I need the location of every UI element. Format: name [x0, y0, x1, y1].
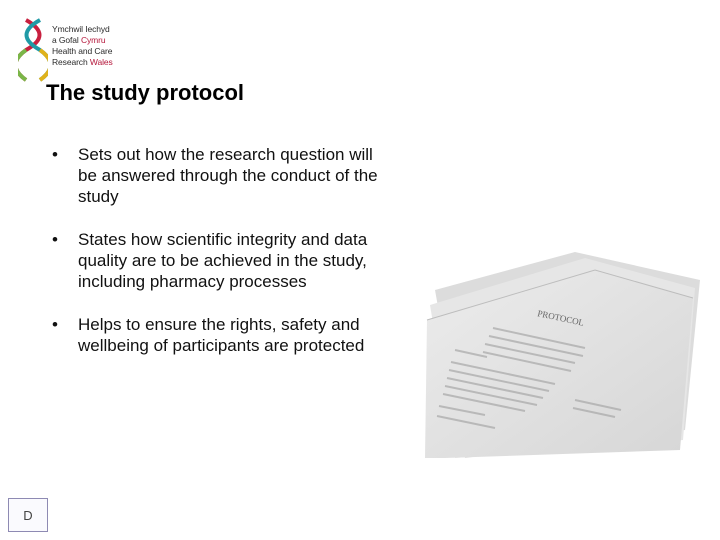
- bullet-text: States how scientific integrity and data quality are to be achieved in the study, including pharmacy processes: [78, 230, 368, 291]
- logo-line-2: a Gofal Cymru: [52, 35, 106, 45]
- hcrw-logo: [18, 18, 138, 82]
- logo-line-1: Ymchwil Iechyd: [52, 24, 110, 34]
- bullet-list: [52, 144, 392, 356]
- slide-title: The study protocol: [46, 80, 244, 105]
- bullet-text: Sets out how the research question will be answered through the conduct of the study: [78, 145, 378, 206]
- bullet-item: [52, 229, 392, 292]
- logo-line-4: Research Wales: [52, 57, 113, 67]
- bullet-item: [52, 144, 392, 207]
- protocol-heading: PROTOCOL: [536, 308, 585, 328]
- bullet-dot: •: [52, 315, 58, 334]
- dna-helix-icon: [18, 18, 48, 82]
- bullet-dot: •: [52, 145, 58, 164]
- slide-marker: D: [8, 498, 48, 532]
- bullet-item: [52, 314, 392, 356]
- bullet-text: Helps to ensure the rights, safety and wellbeing of participants are protected: [78, 315, 365, 355]
- bullet-dot: •: [52, 230, 58, 249]
- protocol-document-photo: [425, 250, 700, 458]
- logo-line-3: Health and Care: [52, 46, 113, 56]
- logo-wordmark: [52, 24, 113, 68]
